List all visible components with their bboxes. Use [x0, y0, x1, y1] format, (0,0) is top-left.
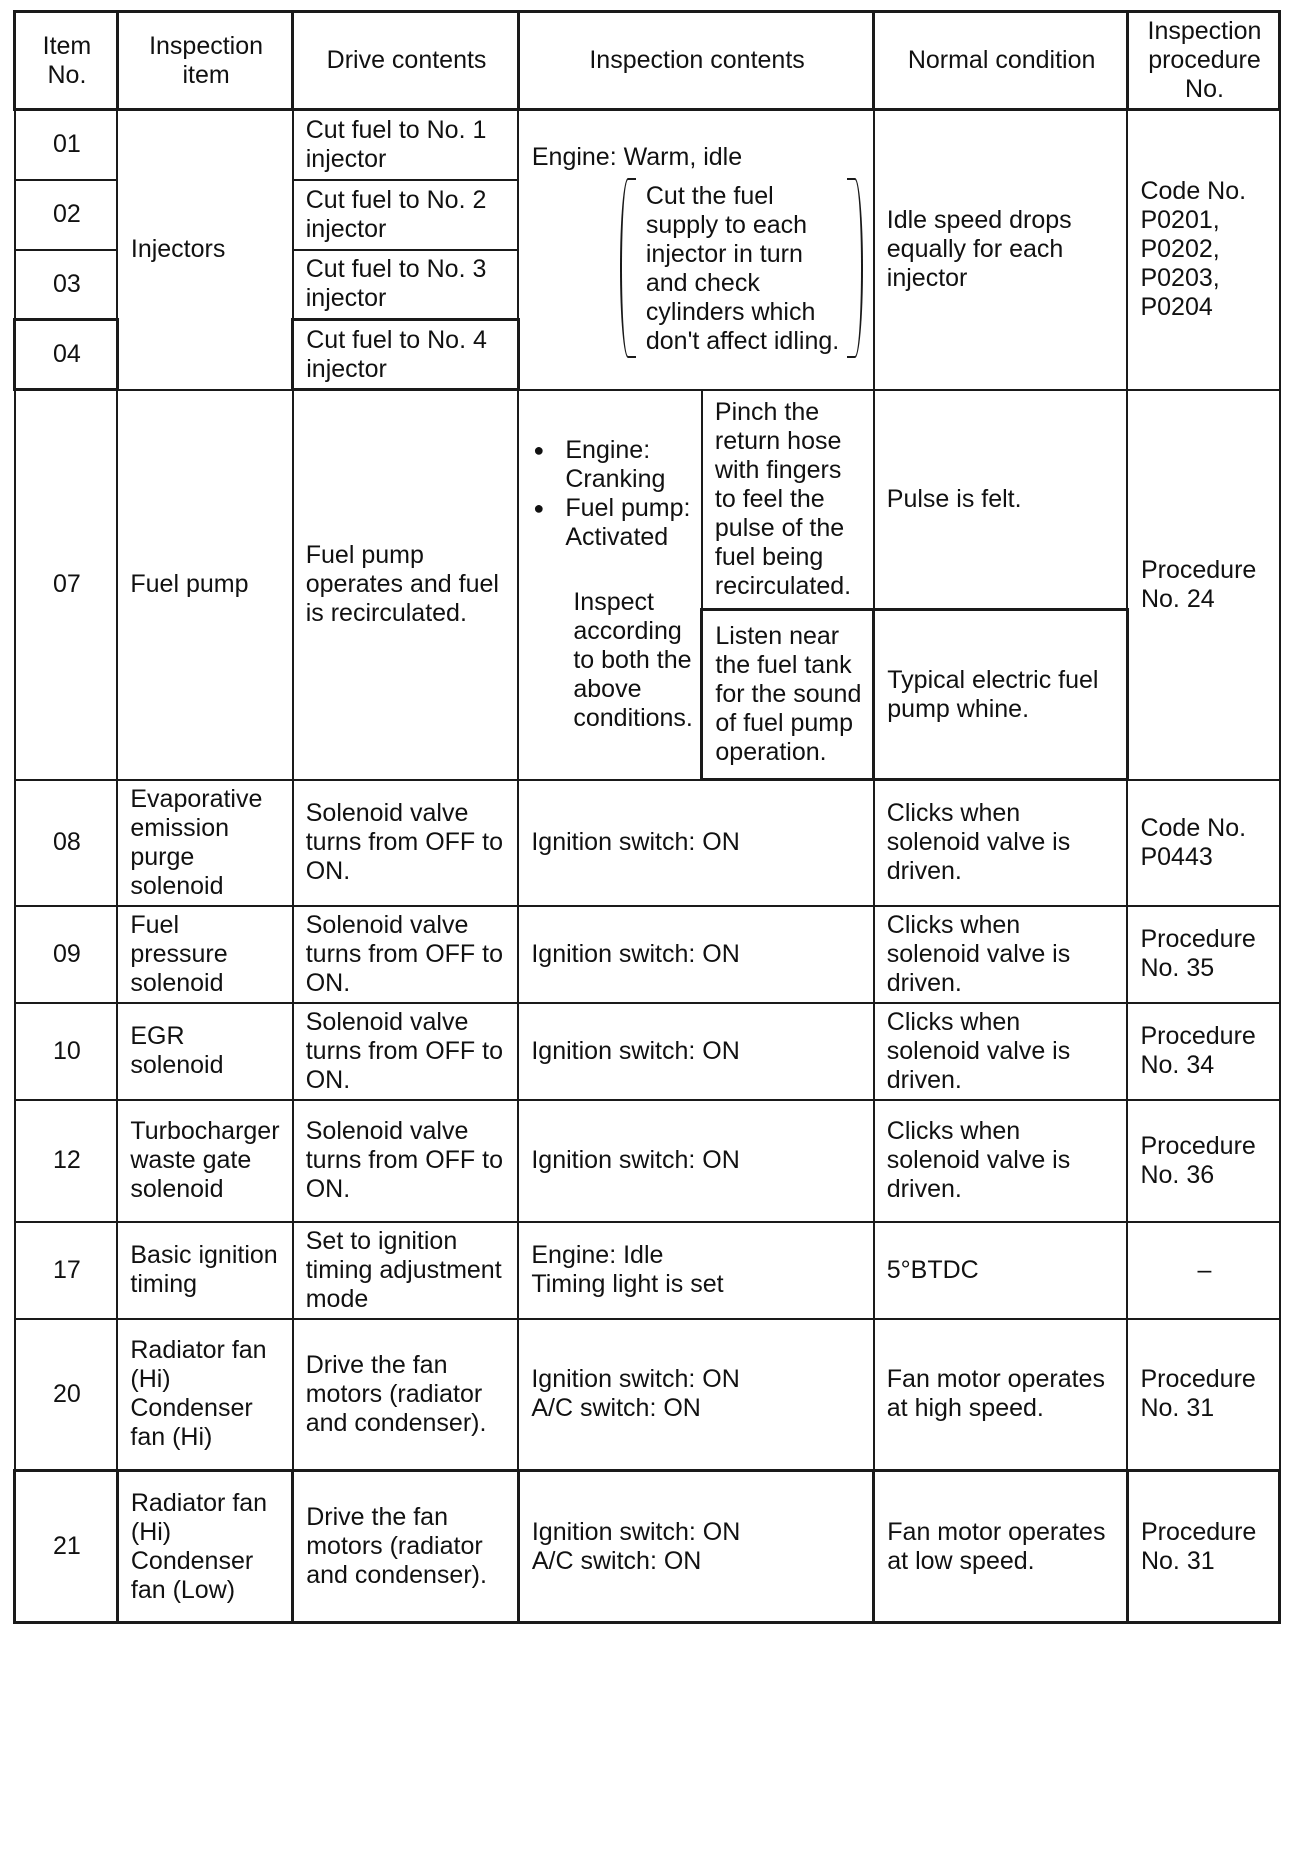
inspection-line: Ignition switch: ON — [531, 828, 740, 857]
drive-contents-cell: Solenoid valve turns from OFF to ON. — [293, 1003, 519, 1100]
header-procedure-no: Inspection procedure No. — [1127, 12, 1279, 110]
inspection-item-cell: Fuel pressure solenoid — [117, 906, 292, 1003]
item-no-cell: 20 — [15, 1319, 118, 1471]
drive-contents-cell: Solenoid valve turns from OFF to ON. — [293, 1100, 519, 1222]
inspection-line: Ignition switch: ON — [531, 1365, 740, 1394]
drive-contents-cell: Cut fuel to No. 2 injector — [293, 180, 519, 250]
inspection-item-cell: Fuel pump — [117, 390, 292, 780]
normal-condition-cell: Clicks when solenoid valve is driven. — [874, 1003, 1128, 1100]
right-paren-mark — [847, 178, 863, 358]
item-no-cell: 12 — [15, 1100, 118, 1222]
procedure-no-cell: Procedure No. 34 — [1127, 1003, 1279, 1100]
normal-condition-cell: Clicks when solenoid valve is driven. — [874, 906, 1128, 1003]
inspection-item-cell: Basic ignition timing — [117, 1222, 292, 1319]
header-inspection-item: Inspection item — [117, 12, 292, 110]
table-row — [15, 1222, 1280, 1319]
procedure-no-cell: Procedure No. 31 — [1127, 1319, 1279, 1471]
inspection-paren-text: Cut the fuel supply to each injector in turn and check cylinders which don't affect idling. — [645, 182, 840, 356]
pump-check-cell: Pinch the return hose with fingers to feel the pulse of the fuel being recirculated. — [702, 390, 874, 610]
inspection-contents-cell — [518, 1003, 873, 1100]
inspection-contents-cell — [518, 1471, 873, 1623]
pump-check-cell: Listen near the fuel tank for the sound of fuel pump operation. — [702, 610, 874, 780]
inspection-contents-cell — [518, 1222, 873, 1319]
inspection-contents-cell — [518, 1100, 873, 1222]
header-normal-condition: Normal condition — [874, 12, 1128, 110]
actuator-test-table — [13, 10, 1281, 1624]
inspection-line: Ignition switch: ON — [531, 939, 740, 968]
table-row — [15, 390, 1280, 610]
item-no-cell: 03 — [15, 250, 118, 320]
table-row — [15, 1100, 1280, 1222]
inspection-paren-block — [532, 182, 863, 356]
inspection-line: Ignition switch: ON — [531, 1146, 740, 1174]
condition-list — [525, 436, 694, 552]
inspection-contents-cell — [518, 780, 873, 906]
header-drive-contents: Drive contents — [293, 12, 519, 110]
drive-contents-cell: Cut fuel to No. 3 injector — [293, 250, 519, 320]
inspection-contents-cell — [518, 110, 873, 390]
drive-contents-cell: Cut fuel to No. 1 injector — [293, 110, 519, 180]
inspection-line: Ignition switch: ON — [531, 1517, 741, 1546]
procedure-no-cell: Procedure No. 24 — [1127, 390, 1279, 780]
normal-condition-cell: Fan motor operates at low speed. — [874, 1471, 1128, 1623]
inspection-head-text: Engine: Warm, idle — [531, 143, 743, 172]
item-no-cell: 07 — [15, 390, 118, 780]
drive-contents-cell: Solenoid valve turns from OFF to ON. — [293, 780, 519, 906]
item-no-cell: 01 — [15, 110, 118, 180]
inspection-item-cell: Turbocharger waste gate solenoid — [117, 1100, 292, 1222]
inspection-line: Engine: Idle — [531, 1241, 664, 1269]
procedure-no-cell: Procedure No. 36 — [1127, 1100, 1279, 1222]
normal-condition-cell: Idle speed drops equally for each injector — [874, 110, 1128, 390]
table-row — [15, 1471, 1280, 1623]
normal-condition-cell: Clicks when solenoid valve is driven. — [874, 1100, 1128, 1222]
drive-contents-cell: Drive the fan motors (radiator and condenser). — [293, 1471, 519, 1623]
normal-condition-cell: Clicks when solenoid valve is driven. — [874, 780, 1128, 906]
table-row — [15, 780, 1280, 906]
drive-contents-cell: Drive the fan motors (radiator and condenser). — [293, 1319, 519, 1471]
inspection-line: A/C switch: ON — [531, 1546, 702, 1575]
item-no-cell: 08 — [15, 780, 118, 906]
condition-item: ● Engine: Cranking — [525, 436, 694, 494]
item-no-cell: 17 — [15, 1222, 118, 1319]
drive-contents-cell: Cut fuel to No. 4 injector — [293, 320, 519, 390]
table-row — [15, 1319, 1280, 1471]
drive-contents-cell: Set to ignition timing adjustment mode — [293, 1222, 519, 1319]
condition-note: Inspect according to both the above conditions. — [573, 588, 693, 732]
drive-contents-cell: Solenoid valve turns from OFF to ON. — [293, 906, 519, 1003]
normal-condition-cell: Pulse is felt. — [874, 390, 1128, 610]
inspection-item-cell: Radiator fan (Hi) Condenser fan (Low) — [117, 1471, 292, 1623]
item-no-cell: 02 — [15, 180, 118, 250]
procedure-no-cell: Code No. P0443 — [1127, 780, 1279, 906]
table-header-row — [15, 12, 1280, 110]
inspection-line: Ignition switch: ON — [531, 1036, 740, 1065]
pump-conditions-cell — [518, 390, 702, 780]
normal-condition-cell: Fan motor operates at high speed. — [874, 1319, 1128, 1471]
drive-contents-cell: Fuel pump operates and fuel is recirculated. — [293, 390, 519, 780]
inspection-item-cell: Evaporative emission purge solenoid — [117, 780, 292, 906]
table-row — [15, 1003, 1280, 1100]
item-no-cell: 09 — [15, 906, 118, 1003]
inspection-contents-cell — [518, 1319, 873, 1471]
table-row — [15, 110, 1280, 180]
procedure-no-cell: – — [1127, 1222, 1279, 1319]
inspection-contents-cell — [518, 906, 873, 1003]
normal-condition-cell: 5°BTDC — [874, 1222, 1128, 1319]
condition-item: ● Fuel pump: Activated — [525, 494, 694, 552]
item-no-cell: 04 — [15, 320, 118, 390]
item-no-cell: 10 — [15, 1003, 118, 1100]
procedure-no-cell: Procedure No. 35 — [1127, 906, 1279, 1003]
inspection-line: Timing light is set — [531, 1270, 724, 1298]
header-inspection-contents: Inspection contents — [518, 12, 873, 110]
header-item-no: Item No. — [15, 12, 118, 110]
left-paren-mark — [620, 178, 636, 358]
table-row — [15, 906, 1280, 1003]
procedure-no-cell: Code No. P0201, P0202, P0203, P0204 — [1127, 110, 1279, 390]
inspection-line: A/C switch: ON — [531, 1394, 701, 1423]
inspection-item-cell: Radiator fan (Hi) Condenser fan (Hi) — [117, 1319, 292, 1471]
inspection-item-cell: Injectors — [117, 110, 292, 390]
normal-condition-cell: Typical electric fuel pump whine. — [874, 610, 1128, 780]
item-no-cell: 21 — [15, 1471, 118, 1623]
inspection-item-cell: EGR solenoid — [117, 1003, 292, 1100]
procedure-no-cell: Procedure No. 31 — [1127, 1471, 1279, 1623]
